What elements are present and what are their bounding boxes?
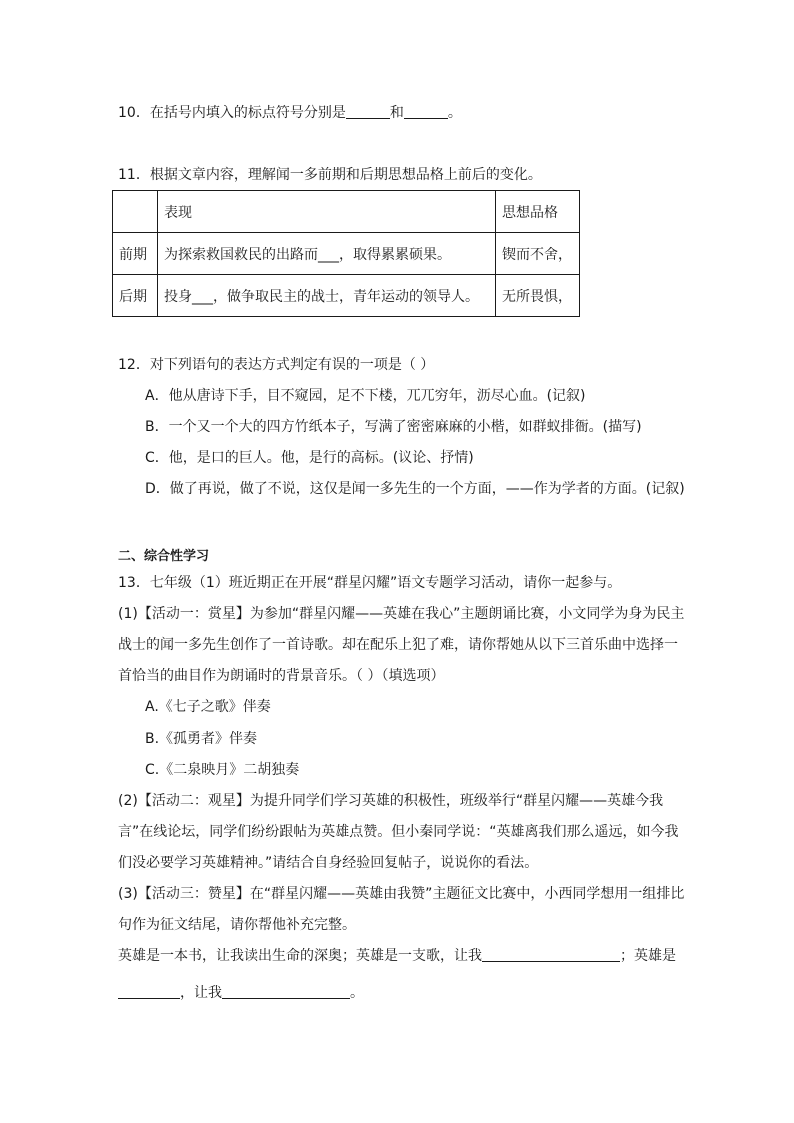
activity-2-line: (2)【活动二：观星】为提升同学们学习英雄的积极性，班级举行“群星闪耀——英雄今我 bbox=[118, 793, 664, 809]
fill-text: ，让我 bbox=[180, 985, 222, 1001]
answer-blank[interactable] bbox=[222, 984, 350, 999]
music-option-b: B.《孤勇者》伴奏 bbox=[145, 731, 258, 747]
question-10 bbox=[118, 103, 462, 123]
table-cell: 后期 bbox=[113, 275, 158, 317]
activity-2-line: 们没必要学习英雄精神。”请结合自身经验回复帖子，说说你的看法。 bbox=[118, 855, 539, 871]
activity-1-line: 首恰当的曲目作为朗诵时的背景音乐。（ ）（填选项） bbox=[118, 668, 445, 684]
table-header: 表现 bbox=[158, 191, 496, 233]
question-13-intro: 13．七年级（1）班近期正在开展“群星闪耀”语文专题学习活动，请你一起参与。 bbox=[118, 575, 622, 591]
table-row bbox=[113, 275, 580, 317]
activity-2-line: 言”在线论坛，同学们纷纷跟帖为英雄点赞。但小秦同学说：“英雄离我们那么遥远，如今我 bbox=[118, 824, 679, 840]
table-cell: 投身___，做争取民主的战士，青年运动的领导人。 bbox=[158, 275, 496, 317]
question-12-title: 12．对下列语句的表达方式判定有误的一项是（ ） bbox=[118, 357, 435, 373]
table-row bbox=[113, 233, 580, 275]
music-option-a: A.《七子之歌》伴奏 bbox=[145, 699, 271, 715]
option-b: B．一个又一个大的四方竹纸本子，写满了密密麻麻的小楷，如群蚁排衙。(描写) bbox=[145, 419, 642, 435]
fill-in-line-1 bbox=[118, 946, 676, 966]
table-cell: 锲而不舍， bbox=[496, 233, 580, 275]
fill-text: ；英雄是 bbox=[620, 948, 676, 964]
fill-text: 英雄是一本书，让我读出生命的深奥；英雄是一支歌，让我 bbox=[118, 948, 482, 964]
table-cell: 无所畏惧， bbox=[496, 275, 580, 317]
option-d: D．做了再说，做了不说，这仅是闻一多先生的一个方面，——作为学者的方面。(记叙) bbox=[145, 481, 685, 497]
music-option-c: C.《二泉映月》二胡独奏 bbox=[145, 762, 300, 778]
section-heading: 二、综合性学习 bbox=[118, 549, 210, 564]
answer-blank[interactable] bbox=[482, 947, 620, 962]
comparison-table bbox=[112, 190, 580, 317]
activity-3-line: 句作为征文结尾，请你帮他补充完整。 bbox=[118, 917, 356, 933]
option-c: C．他，是口的巨人。他，是行的高标。(议论、抒情) bbox=[145, 450, 474, 466]
table-header: 思想品格 bbox=[496, 191, 580, 233]
q10-end: 。 bbox=[447, 105, 462, 121]
table-cell: 前期 bbox=[113, 233, 158, 275]
activity-1-line: (1)【活动一：赏星】为参加“群星闪耀——英雄在我心”主题朗诵比赛，小文同学为身为民主 bbox=[118, 606, 685, 622]
activity-3-line: (3)【活动三：赞星】在“群星闪耀——英雄由我赞”主题征文比赛中，小西同学想用一组排比 bbox=[118, 886, 685, 902]
option-a: A．他从唐诗下手，目不窥园，足不下楼，兀兀穷年，沥尽心血。(记叙) bbox=[145, 388, 586, 404]
question-11-title: 11．根据文章内容，理解闻一多前期和后期思想品格上前后的变化。 bbox=[118, 167, 542, 183]
fill-text: 。 bbox=[350, 985, 364, 1001]
fill-in-line-2 bbox=[118, 983, 364, 1003]
answer-blank[interactable] bbox=[118, 984, 180, 999]
table-cell: 为探索救国救民的出路而___，取得累累硕果。 bbox=[158, 233, 496, 275]
table-row bbox=[113, 191, 580, 233]
table-cell bbox=[113, 191, 158, 233]
answer-blank[interactable] bbox=[404, 104, 448, 119]
activity-1-line: 战士的闻一多先生创作了一首诗歌。却在配乐上犯了难，请你帮她从以下三首乐曲中选择一 bbox=[118, 637, 678, 653]
answer-blank[interactable] bbox=[346, 104, 390, 119]
q10-and: 和 bbox=[389, 105, 404, 121]
q10-text: 10．在括号内填入的标点符号分别是 bbox=[118, 105, 346, 121]
